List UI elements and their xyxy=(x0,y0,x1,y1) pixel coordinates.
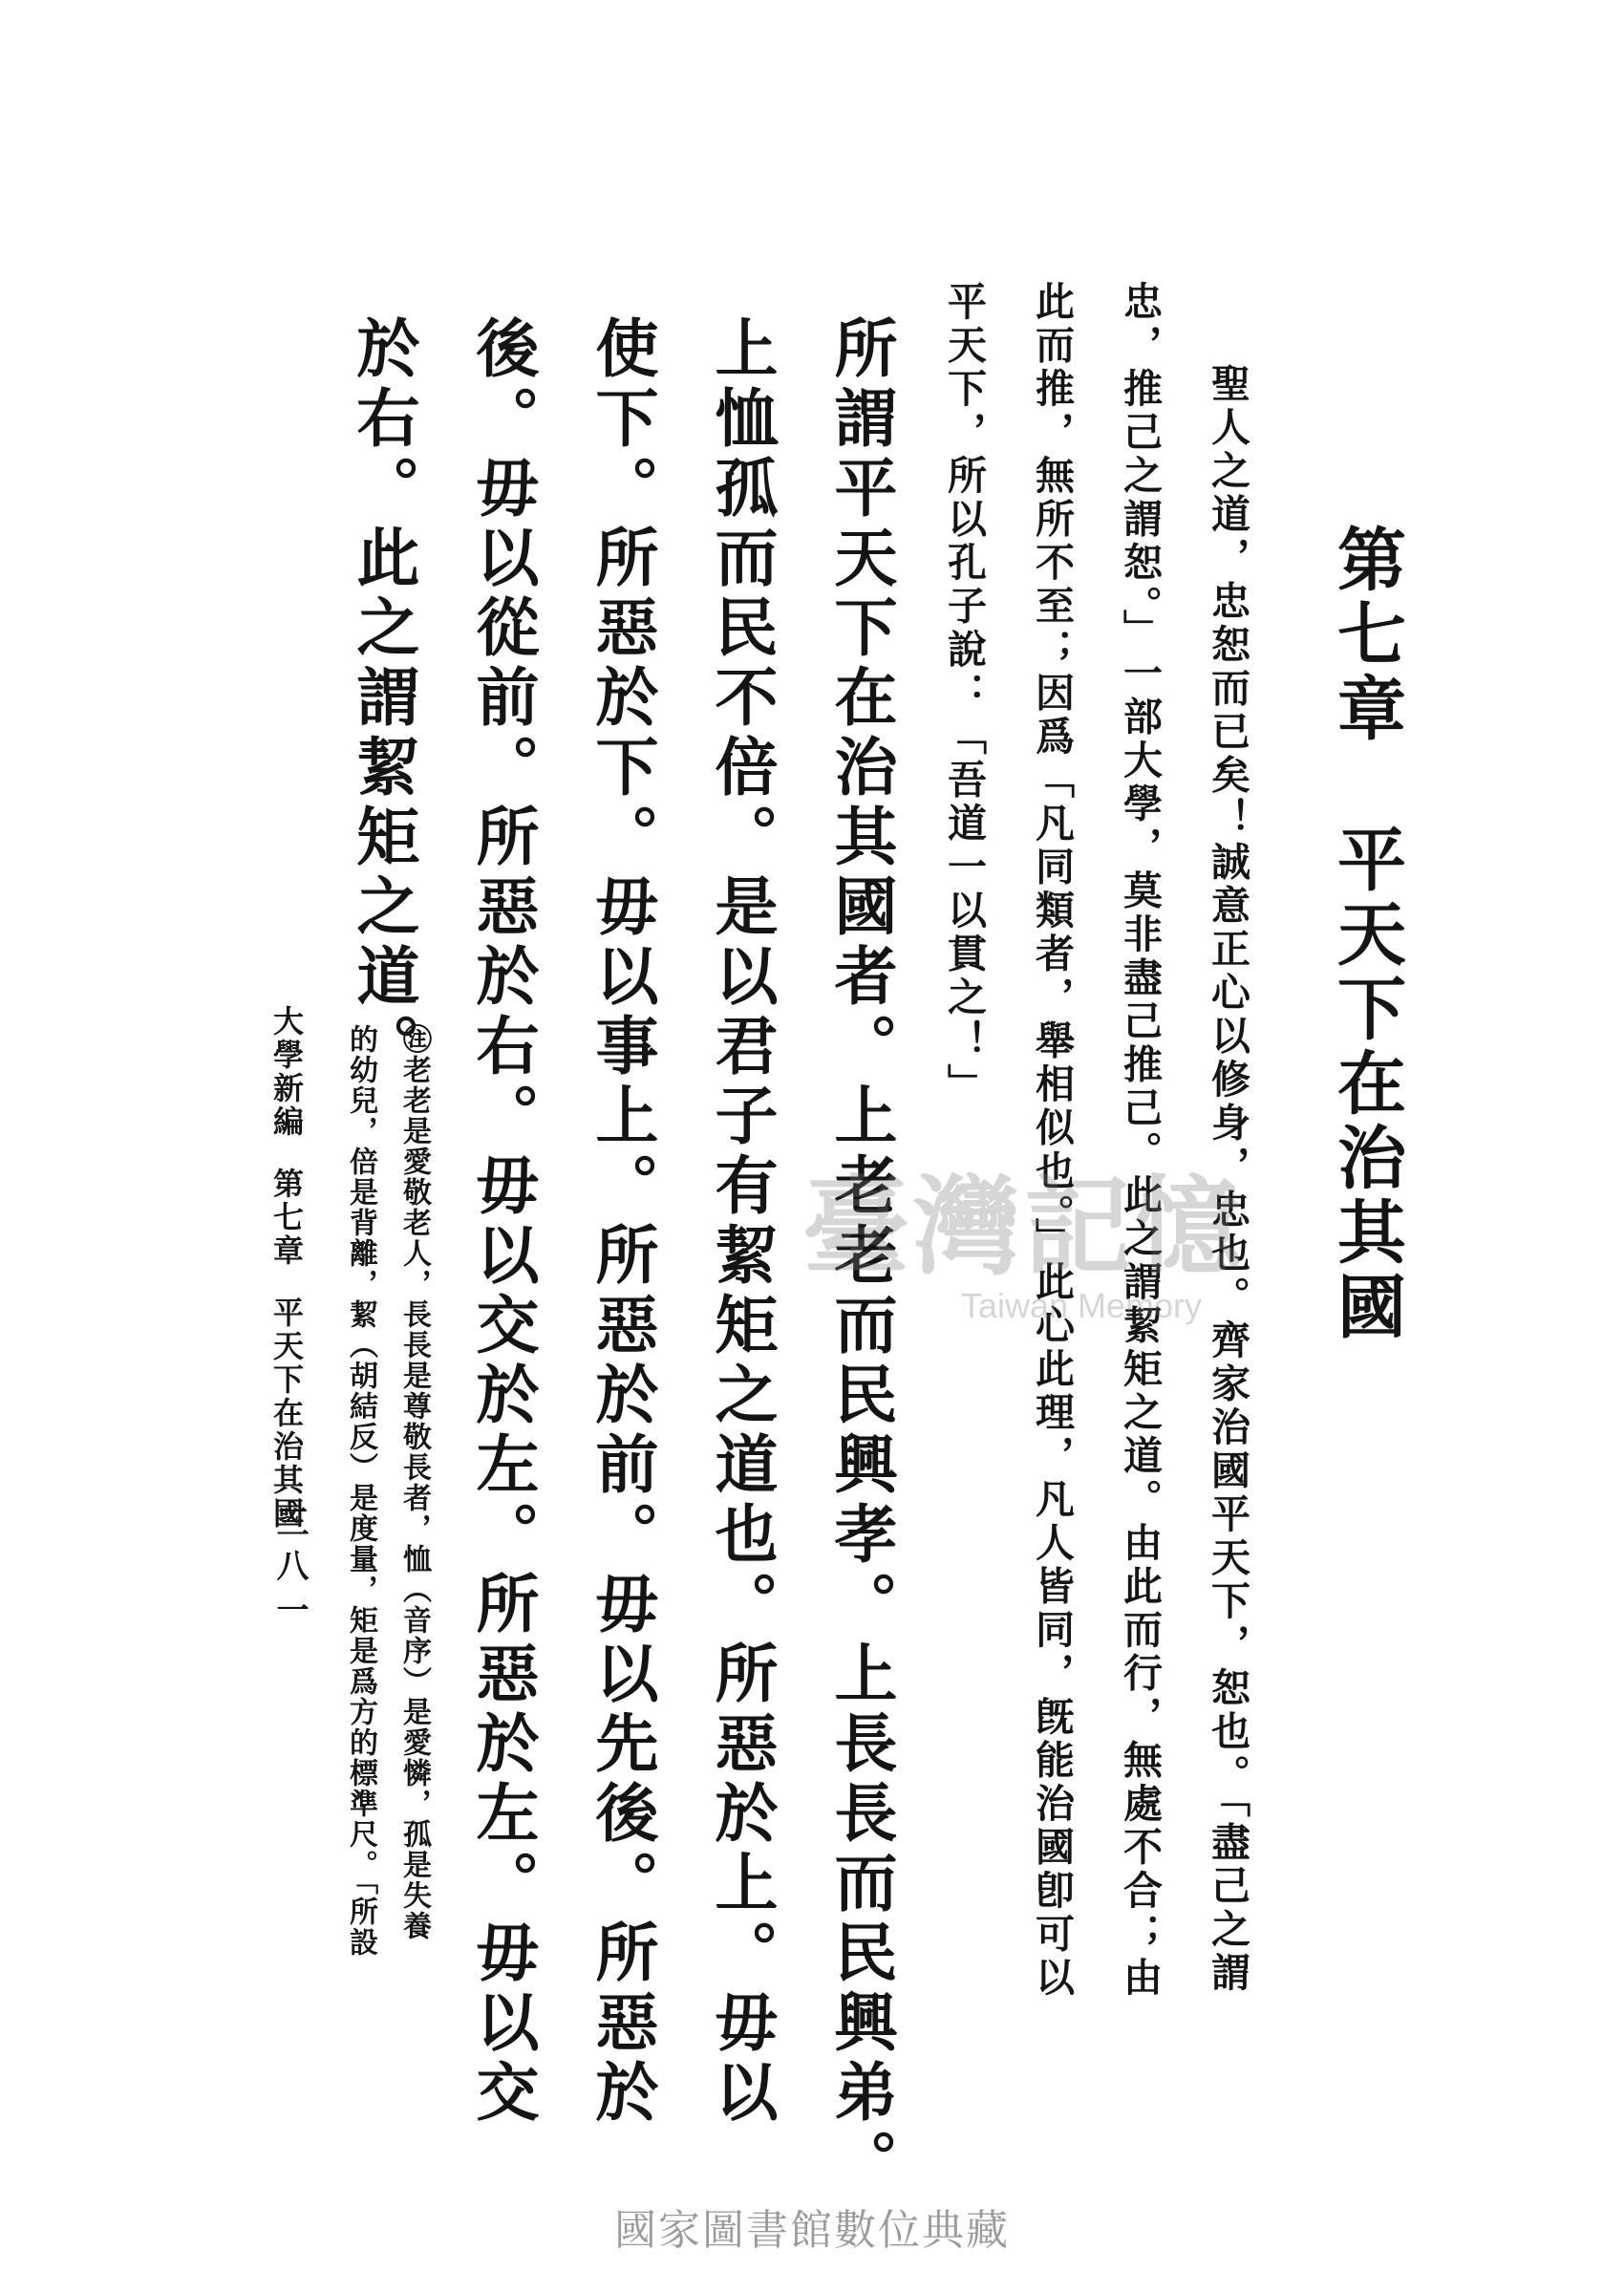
watermark-english: Taiwan Memory xyxy=(960,1286,1203,1325)
main-column-5: 於右。此之謂絜矩之道。 xyxy=(346,315,420,1082)
main-column-4: 後。毋以從前。所惡於右。毋以交於左。所惡於左。毋以交 xyxy=(465,315,540,2129)
watermark xyxy=(802,1142,1246,1326)
chapter-number: 第七章 xyxy=(1326,524,1407,747)
footer-book-title: 大學新編 xyxy=(268,1005,305,1139)
main-column-2: 上恤孤而民不倍。是以君子有絜矩之道也。所惡於上。毋以 xyxy=(704,315,779,2129)
watermark-chinese: 臺灣記憶 xyxy=(802,1165,1246,1290)
intro-column-3: 此而推，無所不至；因爲「凡同類者，舉相似也。」此心此理，凡人皆同，旣能治國卽可以 xyxy=(1029,281,1075,2001)
library-caption: 國家圖書館數位典藏 xyxy=(614,2206,1010,2255)
footer-chapter: 第七章 xyxy=(268,1168,305,1268)
intro-column-1: 聖人之道，忠恕而已矣！誠意正心以修身，忠也。齊家治國平天下，恕也。「盡己之謂 xyxy=(1205,363,1250,1996)
running-footer xyxy=(268,1005,305,1531)
note-column-2: 的幼兒，倍是背離，絜（胡結反）是度量，矩是爲方的標準尺。「所設 xyxy=(344,1024,377,1958)
footer-section: 平天下在治其國 xyxy=(268,1297,305,1531)
main-column-1: 所謂平天下在治其國者。上老老而民興孝。上長長而民興弟。 xyxy=(823,315,898,2198)
intro-column-2: 忠，推己之謂恕。」一部大學，莫非盡己推己。此之謂絜矩之道。由此而行，無處不合；由 xyxy=(1117,281,1163,2001)
chapter-name: 平天下在治其國 xyxy=(1326,824,1407,1345)
main-column-3: 使下。所惡於下。毋以事上。所惡於前。毋以先後。所惡於 xyxy=(585,315,659,2129)
chapter-title xyxy=(1326,524,1407,1345)
page-number: 三八一 xyxy=(270,1505,309,1637)
note-column-1: ㊟老老是愛敬老人，長長是尊敬長者，恤（音序）是愛憐，孤是失養 xyxy=(397,1024,431,1941)
intro-column-4: 平天下，所以孔子說：「吾道一以貫之！」 xyxy=(941,281,987,1107)
